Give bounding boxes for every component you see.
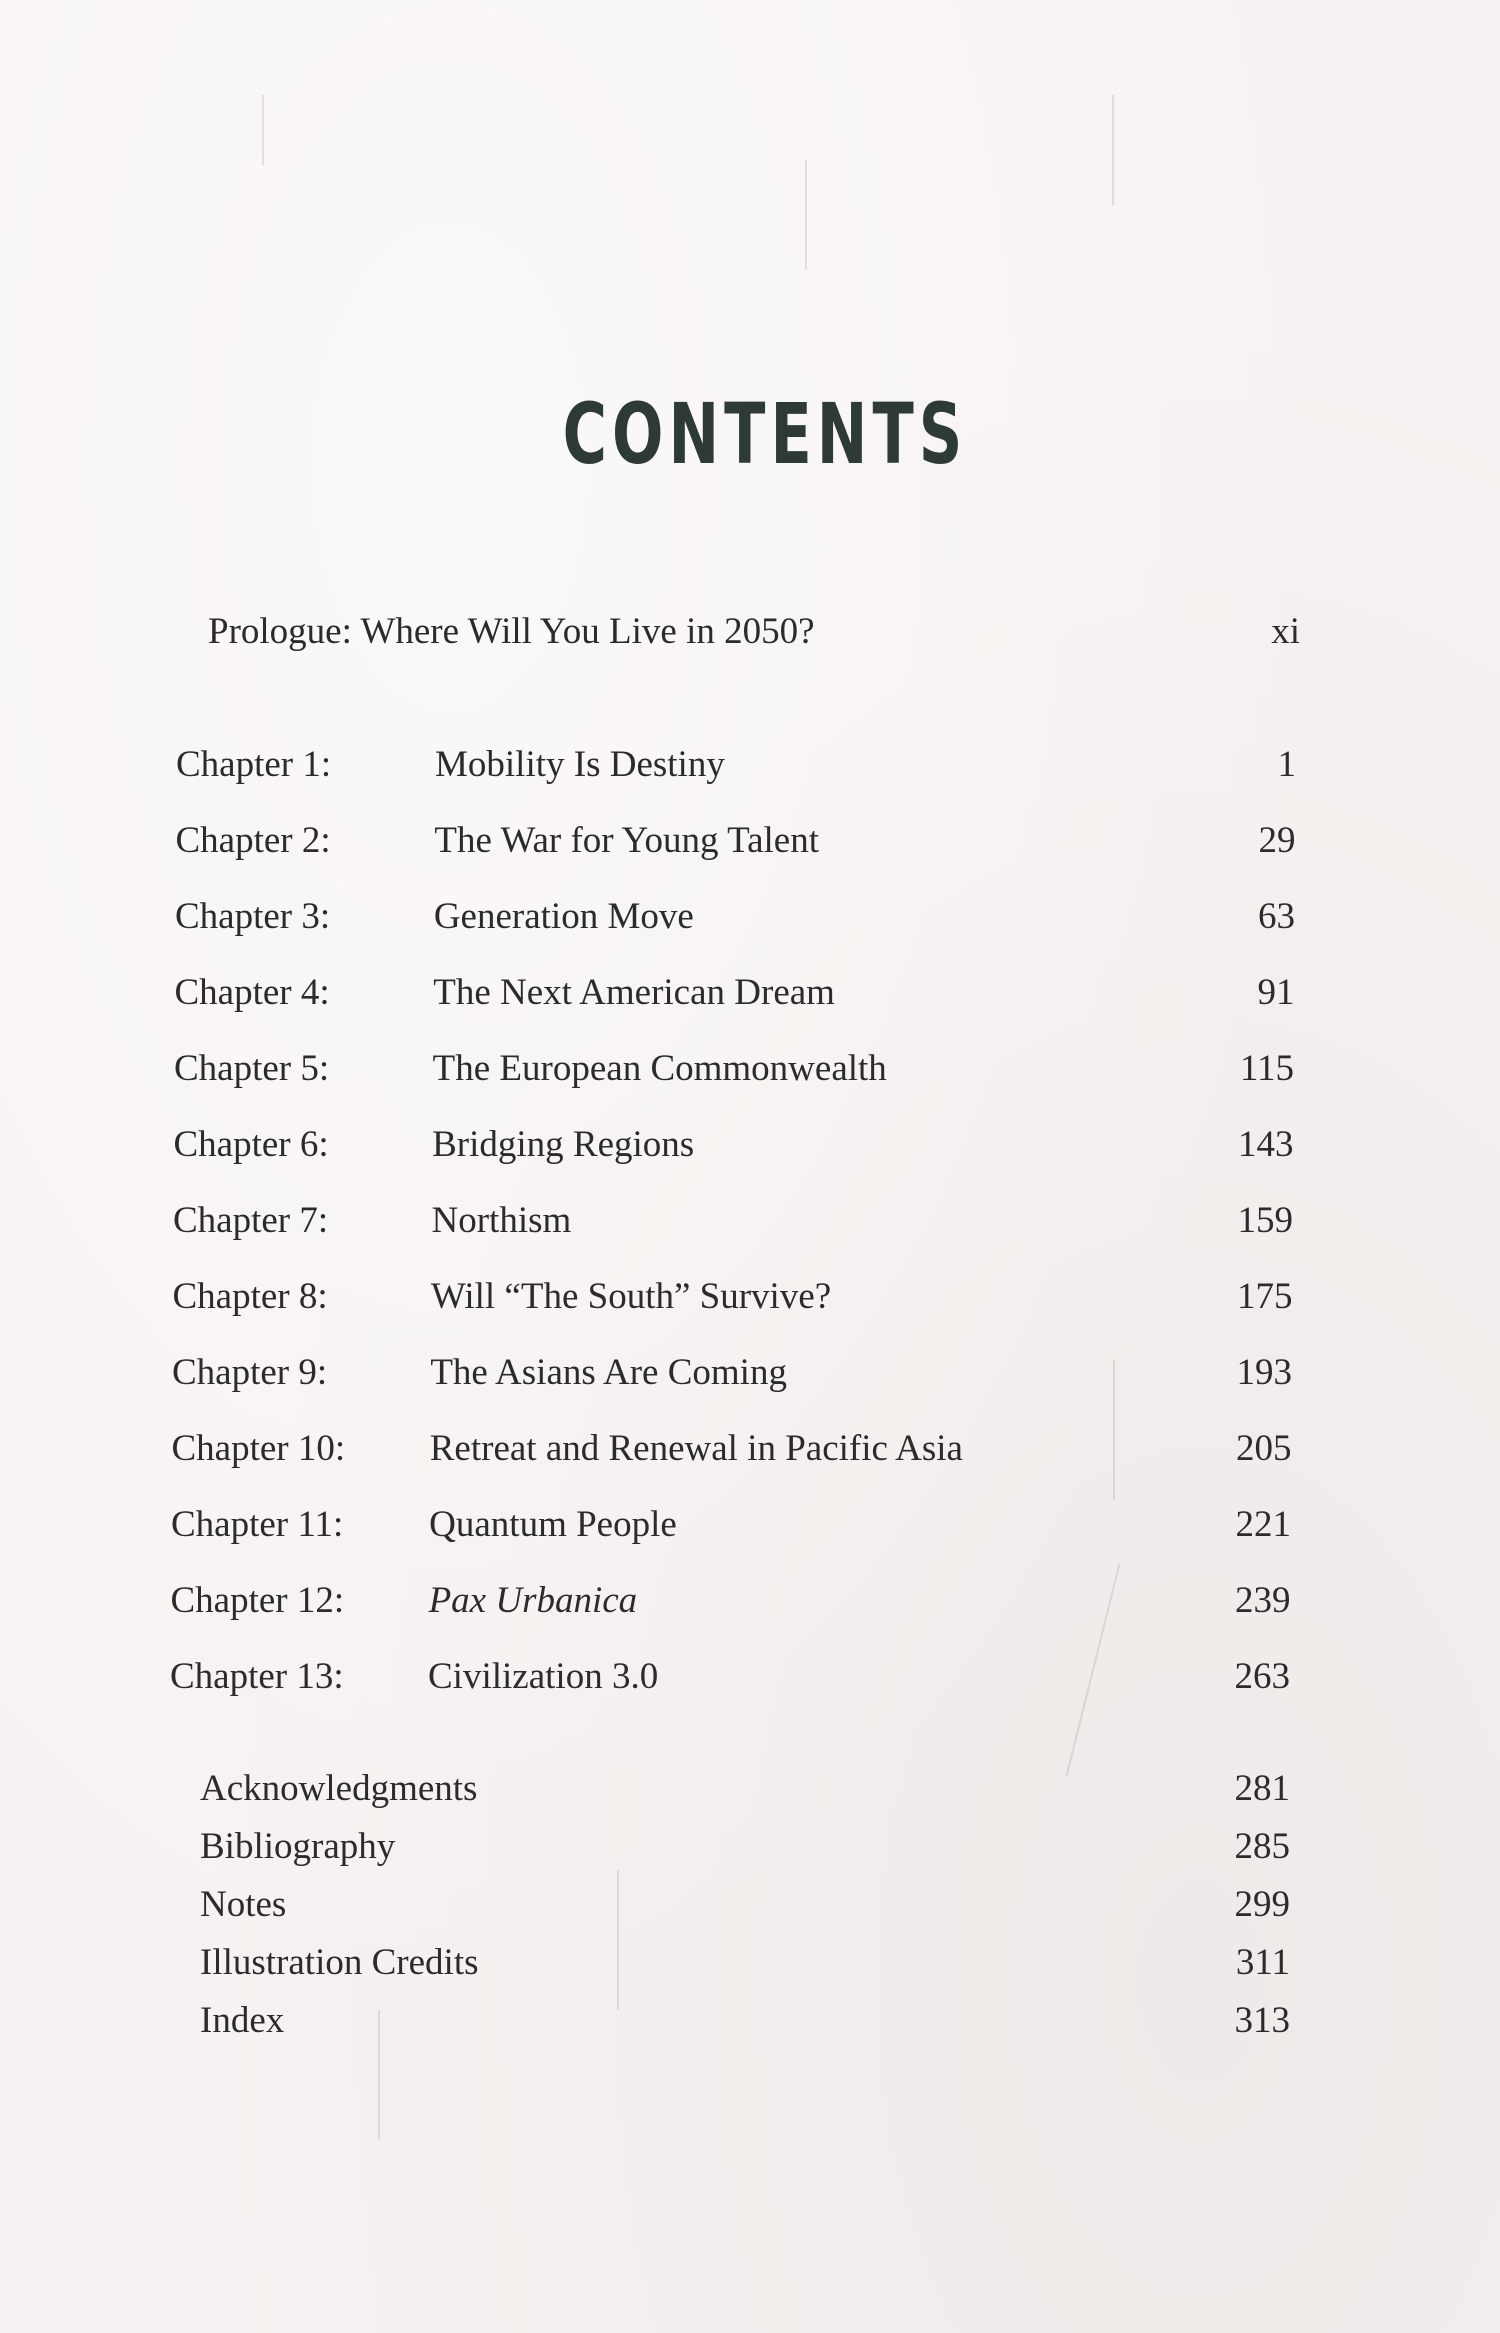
toc-chapter-row [0, 816, 1500, 866]
toc-chapter-label: Chapter 4: [174, 972, 330, 1013]
toc-back-matter-title: Index [200, 2000, 285, 2041]
toc-chapter-page: 29 [1258, 820, 1296, 861]
toc-chapter-row [0, 1120, 1500, 1170]
toc-chapter-page: 63 [1258, 896, 1295, 937]
page-scratch [805, 160, 807, 270]
toc-back-matter-title: Notes [200, 1884, 287, 1925]
toc-chapter-title: The Asians Are Coming [430, 1352, 787, 1393]
toc-chapter-row [0, 968, 1500, 1018]
toc-back-matter-row [0, 1764, 1500, 1814]
toc-chapter-page: 221 [1235, 1504, 1291, 1545]
toc-back-matter-row [0, 1996, 1500, 2046]
toc-chapter-title: Civilization 3.0 [428, 1656, 659, 1697]
toc-chapter-label: Chapter 7: [173, 1200, 329, 1241]
toc-chapter-label: Chapter 13: [170, 1656, 344, 1697]
toc-back-matter-row [0, 1822, 1500, 1872]
toc-chapter-row [0, 1044, 1500, 1094]
toc-chapter-title: Retreat and Renewal in Pacific Asia [429, 1428, 963, 1469]
toc-chapter-label: Chapter 10: [171, 1428, 346, 1469]
toc-chapter-row [0, 1424, 1500, 1474]
toc-chapter-label: Chapter 9: [172, 1352, 328, 1393]
page-scratch [262, 95, 264, 165]
toc-back-matter-row [0, 1938, 1500, 1988]
toc-chapter-page: 1 [1277, 744, 1296, 785]
toc-chapter-page: 91 [1257, 972, 1295, 1013]
toc-chapter-label: Chapter 6: [173, 1124, 329, 1165]
toc-chapter-title: Northism [431, 1200, 572, 1241]
toc-chapter-title: The European Commonwealth [432, 1048, 887, 1089]
toc-back-matter-page: 313 [1234, 2000, 1290, 2041]
toc-chapter-row [0, 1652, 1500, 1702]
toc-chapter-label: Chapter 2: [175, 820, 331, 861]
toc-chapter-row [0, 1576, 1500, 1626]
toc-chapter-row [0, 892, 1500, 942]
toc-chapter-title: The Next American Dream [433, 972, 835, 1013]
toc-chapter-page: 175 [1237, 1276, 1293, 1317]
toc-chapter-page: 115 [1239, 1048, 1294, 1089]
toc-chapter-page: 205 [1236, 1428, 1292, 1469]
toc-back-matter-page: 285 [1234, 1826, 1290, 1867]
toc-chapter-label: Chapter 5: [174, 1048, 330, 1089]
toc-chapter-row [0, 1500, 1500, 1550]
toc-back-matter-title: Bibliography [200, 1826, 396, 1867]
page-scratch [1112, 95, 1114, 205]
toc-prologue [0, 607, 1500, 657]
toc-back-matter-title: Illustration Credits [200, 1942, 479, 1983]
toc-chapter-label: Chapter 8: [172, 1276, 328, 1317]
toc-entry-page: xi [1271, 611, 1300, 652]
toc-chapter-label: Chapter 3: [175, 896, 331, 937]
toc-chapter-page: 143 [1238, 1124, 1294, 1165]
page-title: CONTENTS [562, 385, 968, 483]
toc-chapter-title: Pax Urbanica [428, 1580, 638, 1621]
toc-chapter-title: Bridging Regions [432, 1124, 695, 1165]
toc-chapter-label: Chapter 12: [170, 1580, 345, 1621]
toc-chapter-row [0, 1348, 1500, 1398]
toc-entry-title: Prologue: Where Will You Live in 2050? [208, 611, 815, 652]
toc-chapter-page: 193 [1236, 1352, 1292, 1393]
toc-chapter-title: Generation Move [433, 896, 694, 937]
toc-chapter-row [0, 1272, 1500, 1322]
toc-chapter-title: The War for Young Talent [434, 820, 820, 861]
toc-back-matter-row [0, 1880, 1500, 1930]
toc-chapter-row [0, 1196, 1500, 1246]
toc-chapter-row [0, 740, 1500, 790]
toc-chapter-label: Chapter 1: [176, 744, 332, 785]
toc-back-matter-page: 299 [1234, 1884, 1290, 1925]
toc-back-matter-title: Acknowledgments [200, 1768, 478, 1809]
toc-chapter-title: Mobility Is Destiny [435, 744, 725, 785]
toc-chapter-label: Chapter 11: [171, 1504, 344, 1545]
toc-back-matter-page: 311 [1235, 1942, 1290, 1983]
toc-chapter-page: 263 [1234, 1656, 1290, 1697]
toc-chapter-page: 159 [1237, 1200, 1293, 1241]
toc-chapter-title: Quantum People [429, 1504, 677, 1545]
toc-chapter-title: Will “The South” Survive? [430, 1276, 832, 1317]
toc-chapter-page: 239 [1235, 1580, 1291, 1621]
toc-back-matter-page: 281 [1234, 1768, 1290, 1809]
